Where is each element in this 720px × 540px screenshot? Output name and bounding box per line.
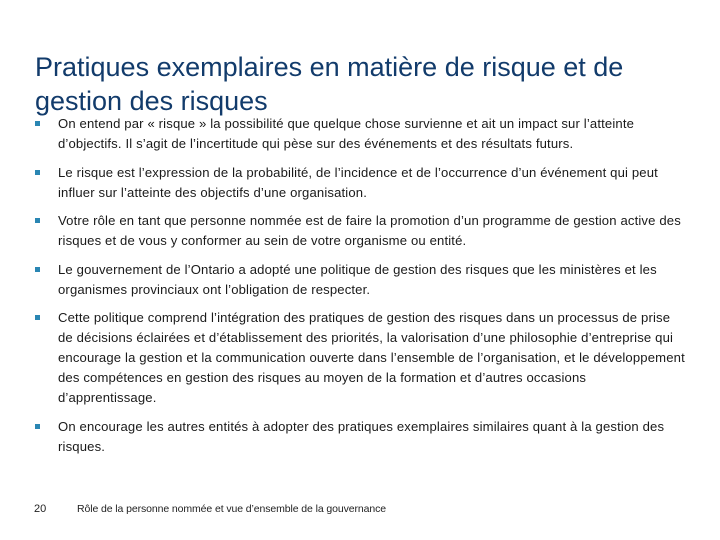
page-number: 20 — [34, 503, 47, 515]
bullet-item — [35, 308, 687, 408]
bullet-text: On encourage les autres entités à adopter des pratiques exemplaires similaires quant à la gestion des risques. — [58, 418, 665, 454]
square-bullet-icon — [35, 121, 40, 126]
bullet-list — [35, 114, 687, 457]
square-bullet-icon — [35, 218, 40, 223]
bullet-text: Le risque est l’expression de la probabilité, de l’incidence et de l’occurrence d’un événement qui peut influer sur l’atteinte des objectifs d’une organisation. — [58, 164, 658, 200]
bullet-item — [35, 417, 687, 457]
square-bullet-icon — [35, 267, 40, 272]
bullet-text: Votre rôle en tant que personne nommée est de faire la promotion d’un programme de gestion active des risques et de vous y conformer au sein de votre organisme ou entité. — [58, 213, 681, 248]
footer-text: Rôle de la personne nommée et vue d’ensemble de la gouvernance — [77, 503, 387, 515]
bullet-item — [35, 211, 687, 251]
bullet-item — [35, 260, 687, 300]
bullet-text: Cette politique comprend l’intégration des pratiques de gestion des risques dans un processus de prise de décisions éclairées et d’établissement des priorités, la valorisation d’une philosophie d’entreprise qui encourage la gestion et la communication ouverte dans l’ensemble de l’organisation, et le développement des compétences en gestion des risques au moyen de la formation et d’autres occasions d’apprentissage. — [58, 310, 685, 405]
bullet-item — [35, 114, 687, 154]
bullet-item — [35, 163, 687, 203]
square-bullet-icon — [35, 315, 40, 320]
bullet-text: Le gouvernement de l’Ontario a adopté une politique de gestion des risques que les ministères et les organismes provinciaux ont l’obligation de respecter. — [58, 261, 657, 297]
slide-title: Pratiques exemplaires en matière de risque et de gestion des risques — [35, 52, 624, 117]
square-bullet-icon — [35, 170, 40, 175]
square-bullet-icon — [35, 424, 40, 429]
bullet-text: On entend par « risque » la possibilité que quelque chose survienne et ait un impact sur l’atteinte d’objectifs. Il s’agit de l’incertitude qui pèse sur des événements et des résultats futurs. — [58, 116, 635, 151]
